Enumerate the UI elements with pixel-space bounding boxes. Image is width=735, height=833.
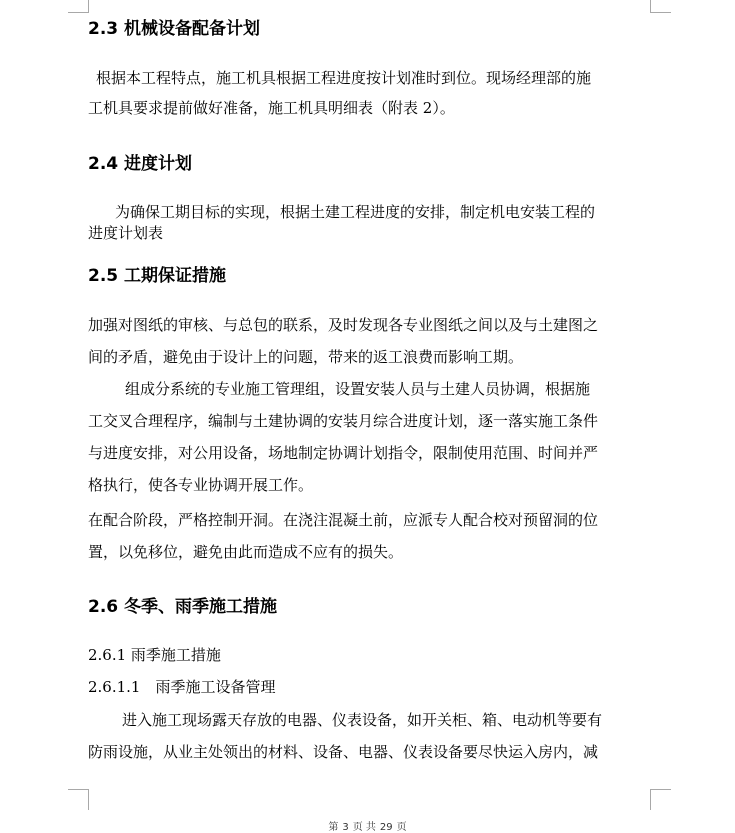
paragraph-line: 进入施工现场露天存放的电器、仪表设备，如开关柜、箱、电动机等要有 [122, 711, 603, 729]
heading-2-3: 2.3 机械设备配备计划 [88, 19, 261, 39]
paragraph-line: 置，以免移位，避免由此而造成不应有的损失。 [88, 543, 404, 561]
paragraph-line: 工交叉合理程序，编制与土建协调的安装月综合进度计划，逐一落实施工条件 [88, 412, 599, 430]
paragraph-line: 为确保工期目标的实现，根据土建工程进度的安排，制定机电安装工程的 [115, 203, 596, 221]
paragraph-line: 加强对图纸的审核、与总包的联系，及时发现各专业图纸之间以及与土建图之 [88, 316, 599, 334]
paragraph-line: 与进度安排，对公用设备，场地制定协调计划指令，限制使用范围、时间并严 [88, 444, 599, 462]
crop-mark-top-left [68, 0, 89, 13]
footer-suffix: 页 [396, 822, 407, 833]
footer-total-pages: 29 [379, 822, 393, 833]
paragraph-line: 根据本工程特点，施工机具根据工程进度按计划准时到位。现场经理部的施 [96, 69, 592, 87]
paragraph-line: 防雨设施，从业主处领出的材料、设备、电器、仪表设备要尽快运入房内，减 [88, 743, 599, 761]
heading-2-5: 2.5 工期保证措施 [88, 266, 227, 286]
subheading-2-6-1: 2.6.1 雨季施工措施 [88, 646, 221, 664]
crop-mark-top-right [650, 0, 671, 13]
paragraph-line: 进度计划表 [88, 224, 164, 242]
crop-mark-bottom-right [650, 789, 671, 810]
footer-page-number: 3 [342, 822, 349, 833]
heading-2-6: 2.6 冬季、雨季施工措施 [88, 597, 278, 617]
crop-mark-bottom-left [68, 789, 89, 810]
paragraph-line: 组成分系统的专业施工管理组，设置安装人员与土建人员协调，根据施 [125, 380, 591, 398]
page-footer [0, 818, 735, 833]
paragraph-line: 在配合阶段，严格控制开洞。在浇注混凝土前，应派专人配合校对预留洞的位 [88, 511, 599, 529]
footer-mid: 页 共 [352, 822, 376, 833]
subheading-2-6-1-1: 2.6.1.1 雨季施工设备管理 [88, 678, 276, 696]
heading-2-4: 2.4 进度计划 [88, 154, 193, 174]
paragraph-line: 格执行，使各专业协调开展工作。 [88, 476, 314, 494]
paragraph-line: 间的矛盾，避免由于设计上的问题，带来的返工浪费而影响工期。 [88, 348, 524, 366]
paragraph-line: 工机具要求提前做好准备，施工机具明细表（附表 2）。 [88, 99, 455, 117]
footer-prefix: 第 [328, 822, 339, 833]
